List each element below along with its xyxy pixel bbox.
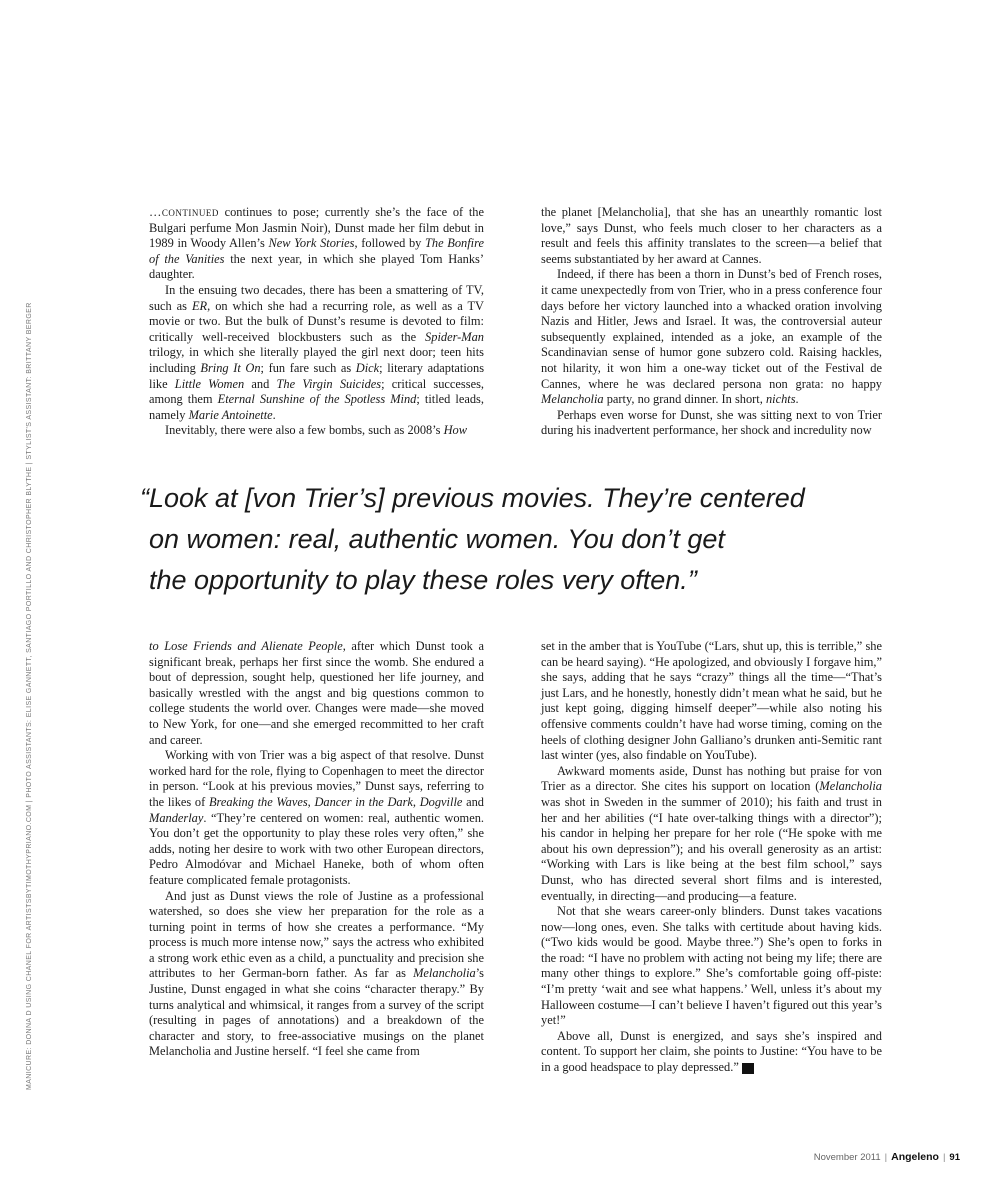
paragraph: Perhaps even worse for Dunst, she was sitting next to von Trier during his inadvertent performance, her shock and incredulity now — [541, 407, 882, 438]
paragraph: Above all, Dunst is energized, and says she’s inspired and content. To support her claim, she points to Justine: “You have to be in a good headspace to play depressed.” A — [541, 1028, 882, 1075]
paragraph: to Lose Friends and Alienate People, after which Dunst took a significant break, perhaps her first since the womb. She endured a bout of depression, sought help, questioned her life journey, and basically wrestled with the angst and big questions common to college students the world over. Changes were made—she moved to New York, for one—and she emerged recommitted to her craft and career. — [149, 639, 484, 747]
continued-label: …continued — [149, 205, 219, 219]
paragraph: the planet [Melancholia], that she has an unearthly romantic lost love,” says Dunst, who feels much closer to her characters as a result and feels this affinity translates to the screen—a belief that seems substantiated by her award at Cannes. — [541, 205, 882, 266]
pull-quote-line: on women: real, authentic women. You don’t get — [149, 524, 725, 554]
divider: | — [884, 1152, 888, 1163]
pull-quote-line: “Look at [von Trier’s] previous movies. They’re centered — [140, 483, 805, 513]
issue-date: November 2011 — [813, 1152, 881, 1163]
page-footer — [814, 1151, 960, 1163]
pull-quote-line: the opportunity to play these roles very often.” — [149, 565, 697, 595]
pull-quote — [140, 478, 900, 601]
paragraph: Not that she wears career-only blinders. Dunst takes vacations now—long ones, even. She talks with certitude about having kids. (“Two kids would be good. Maybe three.”) She’s open to forks in the road: “I have no problem with acting not being my life; there are many other things to explore.” She’s comfortable going off-piste: “I’m pretty ‘wait and see what happens.’ Well, unless it’s about my Halloween costume—I can’t believe I haven’t figured out this year’s yet!” — [541, 904, 882, 1028]
magazine-name: Angeleno — [891, 1151, 939, 1163]
paragraph: …continued continues to pose; currently she’s the face of the Bulgari perfume Mon Jasmin Noir), Dunst made her film debut in 1989 in Woody Allen’s New York Stories, followed by The Bonfire of the Vanities the next year, in which she played Tom Hanks’ daughter. — [149, 205, 484, 282]
paragraph: set in the amber that is YouTube (“Lars, shut up, this is terrible,” she can be heard saying). “He apologized, and obviously I forgave him,” she says, adding that he says “crazy” things all the time—“That’s just Lars, and he honestly, honestly didn’t mean what he said, but he just kept going, digging himself deeper”—while also noting his offensive comments couldn’t have had worse timing, coming on the heels of clothing designer John Galliano’s drunken anti-Semitic rant last winter (yes, also findable on YouTube). — [541, 639, 882, 763]
column-3 — [149, 639, 484, 1060]
page-number: 91 — [949, 1152, 960, 1163]
paragraph: Working with von Trier was a big aspect of that resolve. Dunst worked hard for the role, flying to Copenhagen to meet the director in person. “Look at his previous movies,” Dunst says, referring to the likes of Breaking the Waves, Dancer in the Dark, Dogville and Manderlay. “They’re centered on women: real, authentic women. You don’t get the opportunity to play these roles very often,” she adds, noting her desire to work with two other European directors, Pedro Almodóvar and Michael Haneke, both of whom often feature complicated female protagonists. — [149, 748, 484, 887]
column-2 — [541, 205, 882, 439]
column-4 — [541, 639, 882, 1076]
end-mark-icon: A — [742, 1063, 754, 1074]
photo-credit: MANICURE: DONNA D USING CHANEL FOR ARTISTSBYTIMOTHYPRIANO.COM | PHOTO ASSISTANTS: ELISE GANNETT, SANTIAGO PORTILLO AND CHRISTOPHER BLYTHE | STYLIST'S ASSISTANT: BRITTANY BERGER — [26, 302, 33, 1090]
paragraph: And just as Dunst views the role of Justine as a professional watershed, so does she view her preparation for the role as a turning point in terms of how she creates a performance. “My process is much more intense now,” says the actress who exhibited a strong work ethic even as a child, a punctuality and precision she attributes to her German-born father. As far as Melancholia’s Justine, Dunst engaged in what she coins “character therapy.” By turns analytical and whimsical, it ranges from a survey of the script (resulting in pages of annotations) and a breakdown of the character and story, to free-associative musings on the planet Melancholia and Justine herself. “I feel she came from — [149, 888, 484, 1059]
divider: | — [942, 1152, 946, 1163]
paragraph: Inevitably, there were also a few bombs, such as 2008’s How — [165, 423, 468, 438]
paragraph: In the ensuing two decades, there has been a smattering of TV, such as ER, on which she had a recurring role, as well as a TV movie or two. But the bulk of Dunst’s resume is devoted to film: critically well-received blockbusters such as the Spider-Man trilogy, in which she literally played the girl next door; teen hits including Bring It On; fun fare such as Dick; literary adaptations like Little Women and The Virgin Suicides; critical successes, among them Eternal Sunshine of the Spotless Mind; titled leads, namely Marie Antoinette. — [149, 282, 485, 422]
column-1 — [149, 205, 484, 439]
paragraph: Awkward moments aside, Dunst has nothing but praise for von Trier as a director. She cites his support on location (Melancholia was shot in Sweden in the summer of 2010); his faith and trust in her and her abilities (“I hate over-talking things with a director”); his candor in helping her prepare for her role (“He spoke with me about his own depression”); and his overall generosity as an artist: “Working with Lars is like being at the best film school,” says Dunst, who has directed several short films and is interested, eventually, in directing—and producing—a feature. — [541, 763, 882, 903]
paragraph: Indeed, if there has been a thorn in Dunst’s bed of French roses, it came unexpectedly from von Trier, who in a press conference four days before her victory launched into a whacked oration involving Nazis and Hitler, Jews and Israel. It was, the controversial auteur subsequently explained, intended as a joke, an example of the Scandinavian sense of humor gone subzero cold. Raising hackles, not hilarity, it won him a one-way ticket out of the Festival de Cannes, where he was declared persona non grata: no happy Melancholia party, no grand dinner. In short, nichts. — [541, 267, 882, 407]
